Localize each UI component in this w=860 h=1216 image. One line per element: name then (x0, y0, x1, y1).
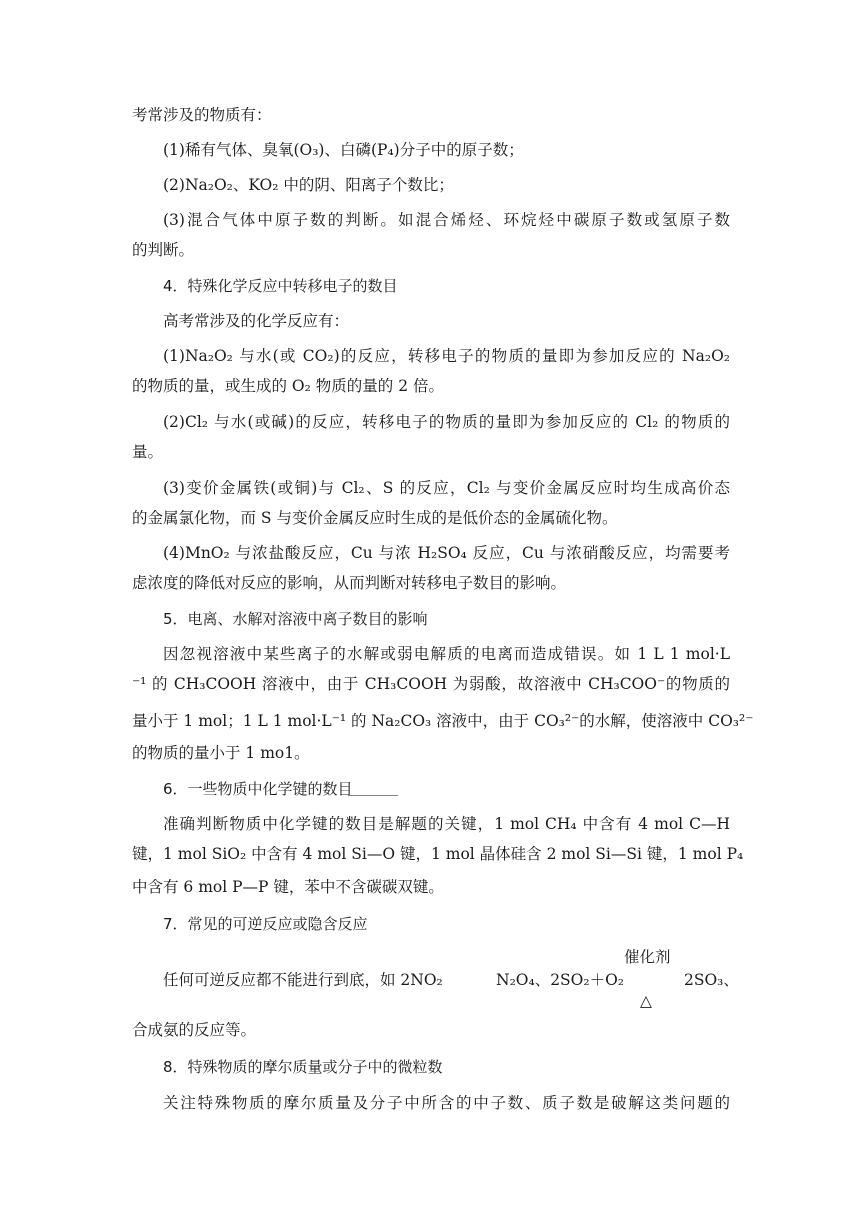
text-line: 量小于 1 mol；1 L 1 mol·L⁻¹ 的 Na₂CO₃ 溶液中，由于 CO₃²⁻的水解，使溶液中 CO₃²⁻ (132, 712, 754, 730)
text-line: 键，1 mol SiO₂ 中含有 4 mol Si—O 键，1 mol 晶体硅含 2 mol Si—Si 键，1 mol P₄ (132, 845, 744, 863)
text-line: 的物质的量小于 1 mo1。 (132, 744, 310, 762)
heading-underline (348, 795, 398, 796)
section-heading: 5．电离、水解对溶液中离子数目的影响 (163, 610, 428, 628)
section-heading: 8．特殊物质的摩尔质量或分子中的微粒数 (163, 1058, 443, 1076)
text-line: 高考常涉及的化学反应有： (163, 312, 350, 330)
text-line: N₂O₄、2SO₂＋O₂ (496, 971, 625, 989)
text-line: 因忽视溶液中某些离子的水解或弱电解质的电离而造成错误。如 1 L 1 mol·L (163, 645, 730, 663)
text-line: (3)混合气体中原子数的判断。如混合烯烃、环烷烃中碳原子数或氢原子数 (163, 211, 730, 229)
text-line: 准确判断物质中化学键的数目是解题的关键，1 mol CH₄ 中含有 4 mol C—H (163, 815, 730, 833)
text-line: (1)稀有气体、臭氧(O₃)、白磷(P₄)分子中的原子数； (163, 141, 524, 159)
text-line: 考常涉及的物质有： (132, 106, 272, 124)
text-line: 虑浓度的降低对反应的影响，从而判断对转移电子数目的影响。 (132, 574, 567, 592)
text-line: ⁻¹ 的 CH₃COOH 溶液中，由于 CH₃COOH 为弱酸，故溶液中 CH₃COO⁻的物质的 (132, 675, 730, 693)
text-line: 2SO₃、 (684, 971, 739, 989)
reaction-condition-heat: △ (640, 992, 652, 1010)
text-line: 的判断。 (132, 241, 195, 259)
text-line: 任何可逆反应都不能进行到底，如 2NO₂ (163, 971, 443, 989)
reaction-condition-catalyst: 催化剂 (624, 948, 671, 966)
text-line: (2)Na₂O₂、KO₂ 中的阴、阳离子个数比； (163, 176, 454, 194)
text-line: (3)变价金属铁(或铜)与 Cl₂、S 的反应，Cl₂ 与变价金属反应时均生成高价态 (163, 479, 730, 497)
text-line: 的金属氯化物，而 S 与变价金属反应时生成的是低价态的金属硫化物。 (132, 509, 618, 527)
text-line: 关注特殊物质的摩尔质量及分子中所含的中子数、质子数是破解这类问题的 (163, 1094, 730, 1112)
text-line: (2)Cl₂ 与水(或碱)的反应，转移电子的物质的量即为参加反应的 Cl₂ 的物质的 (163, 413, 730, 431)
text-line: (1)Na₂O₂ 与水(或 CO₂)的反应，转移电子的物质的量即为参加反应的 Na₂O₂ (163, 347, 730, 365)
section-heading: 7．常见的可逆反应或隐含反应 (163, 915, 368, 933)
text-line: (4)MnO₂ 与浓盐酸反应，Cu 与浓 H₂SO₄ 反应，Cu 与浓硝酸反应，均需要考 (163, 544, 730, 562)
text-line: 合成氨的反应等。 (132, 1021, 257, 1039)
section-heading: 6．一些物质中化学键的数目 (163, 780, 353, 798)
text-line: 量。 (132, 443, 164, 461)
text-line: 中含有 6 mol P—P 键，苯中不含碳碳双键。 (132, 878, 444, 896)
section-heading: 4．特殊化学反应中转移电子的数目 (163, 277, 398, 295)
text-line: 的物质的量，或生成的 O₂ 物质的量的 2 倍。 (132, 377, 444, 395)
